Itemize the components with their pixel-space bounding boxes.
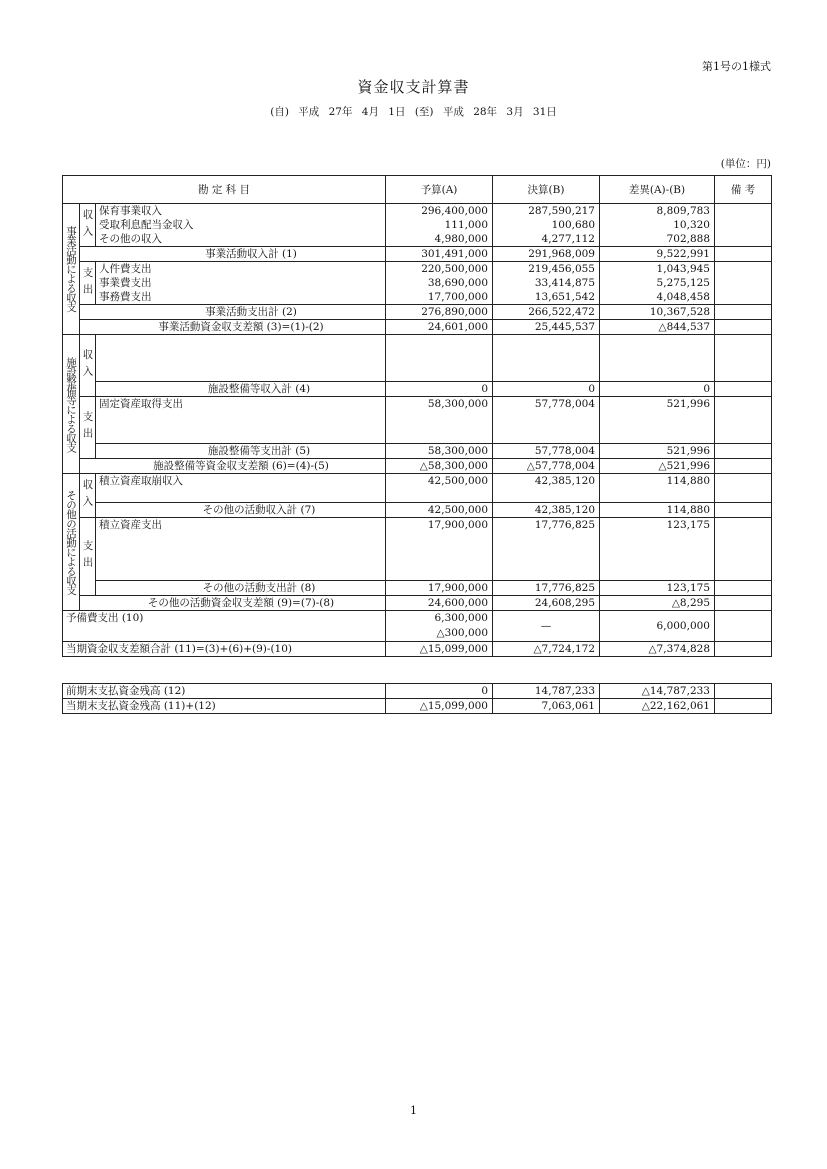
table-row: 事業活動による収支 収入 保育事業収入 296,400,000 287,590,217 8,809,783: [63, 204, 772, 219]
table-row: その他の活動による収支 収入 積立資産取崩収入 42,500,000 42,385,120 114,880: [63, 474, 772, 503]
sub-income: 収入: [80, 474, 96, 518]
table-row: 事業活動支出計 (2) 276,890,000 266,522,472 10,367,528: [63, 305, 772, 320]
col-item: 勘 定 科 目: [63, 176, 386, 204]
table-row: 予備費支出 (10) 6,300,000 △300,000 — 6,000,000: [63, 611, 772, 642]
table-row: その他の収入 4,980,000 4,277,112 702,888: [63, 232, 772, 247]
balance-table: [62, 683, 772, 714]
table-row: 前期末支払資金残高 (12) 0 14,787,233 △14,787,233: [63, 684, 772, 699]
document-title: 資金収支計算書: [357, 78, 470, 96]
sub-income: 収入: [80, 335, 96, 397]
sub-expense: 支出: [80, 262, 96, 305]
table-row: 支出 積立資産支出 17,900,000 17,776,825 123,175: [63, 518, 772, 581]
col-actual: 決算(B): [493, 176, 600, 204]
col-diff: 差異(A)-(B): [600, 176, 715, 204]
table-row: 当期資金収支差額合計 (11)=(3)+(6)+(9)-(10) △15,099,000 △7,724,172 △7,374,828: [63, 642, 772, 657]
unit-label: (単位：円): [720, 158, 771, 170]
sub-expense: 支出: [80, 518, 96, 596]
table-row: 受取利息配当金収入 111,000 100,680 10,320: [63, 218, 772, 232]
table-row: 事業活動収入計 (1) 301,491,000 291,968,009 9,522,991: [63, 247, 772, 262]
table-row: 事業費支出 38,690,000 33,414,875 5,275,125: [63, 276, 772, 290]
section-other: その他の活動による収支: [63, 474, 80, 611]
table-row: 施設整備等資金収支差額 (6)=(4)-(5) △58,300,000 △57,778,004 △521,996: [63, 459, 772, 474]
cash-flow-table: [62, 175, 772, 657]
sub-income: 収入: [80, 204, 96, 247]
period: (自) 平成 27年 4月 1日 (至) 平成 28年 3月 31日: [270, 106, 557, 118]
sub-expense: 支出: [80, 397, 96, 459]
col-remarks: 備 考: [715, 176, 772, 204]
form-number: 第1号の1様式: [702, 60, 771, 73]
table-row: 施設整備等収入計 (4) 0 0 0: [63, 382, 772, 397]
table-row: 施設整備等支出計 (5) 58,300,000 57,778,004 521,996: [63, 444, 772, 459]
page-number: 1: [410, 1104, 417, 1117]
table-row: その他の活動資金収支差額 (9)=(7)-(8) 24,600,000 24,608,295 △8,295: [63, 596, 772, 611]
table-row: 事業活動資金収支差額 (3)=(1)-(2) 24,601,000 25,445,537 △844,537: [63, 320, 772, 335]
table-row: 当期末支払資金残高 (11)+(12) △15,099,000 7,063,061 △22,162,061: [63, 699, 772, 714]
table-row: 事務費支出 17,700,000 13,651,542 4,048,458: [63, 290, 772, 305]
table-row: その他の活動収入計 (7) 42,500,000 42,385,120 114,880: [63, 503, 772, 518]
table-row: [63, 335, 772, 382]
table-row: その他の活動支出計 (8) 17,900,000 17,776,825 123,175: [63, 581, 772, 596]
section-facility: 施設整備等による収支: [63, 335, 80, 474]
col-budget: 予算(A): [386, 176, 493, 204]
section-business: 事業活動による収支: [63, 204, 80, 335]
table-row: 支出 固定資産取得支出 58,300,000 57,778,004 521,996: [63, 397, 772, 444]
table-header: [63, 176, 772, 204]
table-row: 支出 人件費支出 220,500,000 219,456,055 1,043,945: [63, 262, 772, 277]
